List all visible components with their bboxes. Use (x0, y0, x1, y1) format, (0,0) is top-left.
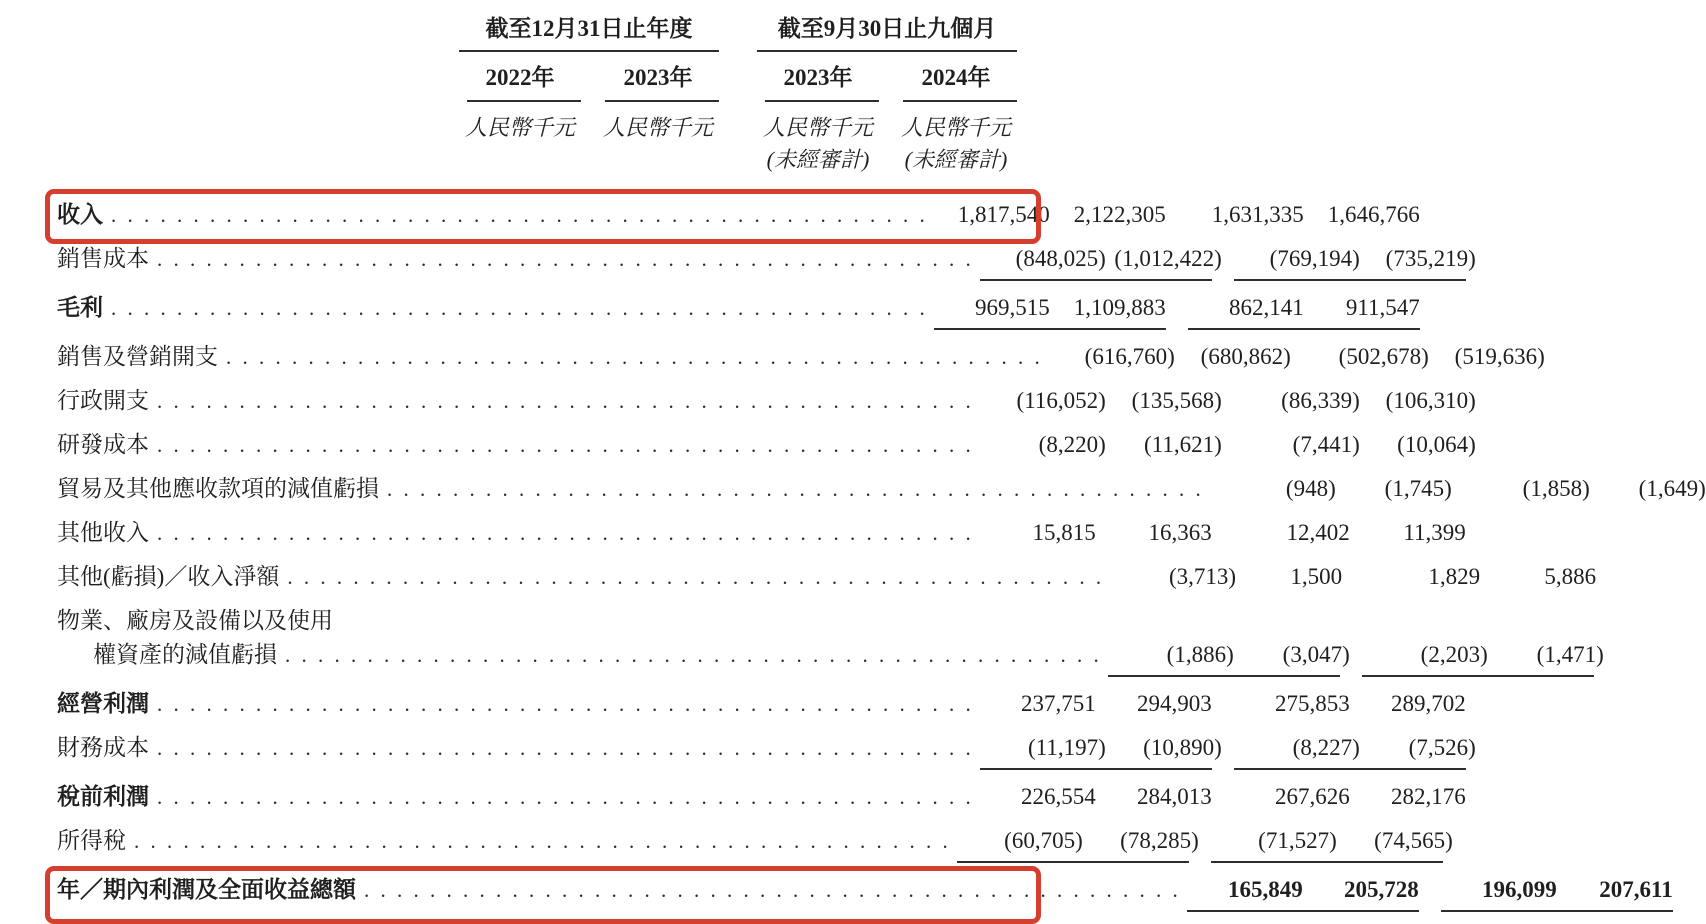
value-cell: (116,052) (1016, 388, 1106, 413)
value-cell: (8,220) (1038, 432, 1106, 457)
row-gross-profit: 毛利 . . . 969,515 1,109,883 862,141 911,547 (57, 293, 1025, 330)
value-cell: (1,886) (1166, 642, 1234, 667)
value-cell: 267,626 (1275, 784, 1350, 809)
value-cell: (1,012,422) (1114, 246, 1222, 271)
value-cell: (502,678) (1338, 344, 1429, 369)
row-selling-marketing-expenses: 銷售及營銷開支 . . . (616,760) (680,862) (502,678) (519,636) (57, 342, 1025, 379)
value-cell: (74,565) (1374, 828, 1453, 853)
value-cell: 294,903 (1137, 691, 1212, 716)
row-revenue: 收入 . . . 1,817,540 2,122,305 1,631,335 1,646,766 (57, 200, 1025, 237)
column-header-2023fy: 2023年 (589, 64, 727, 102)
value-cell: 275,853 (1275, 691, 1350, 716)
value-cell: 969,515 (975, 295, 1050, 320)
value-cell: 1,500 (1290, 564, 1343, 589)
value-cell: 165,849 (1228, 877, 1303, 902)
row-finance-costs: 財務成本 . . . (11,197) (10,890) (8,227) (7,526) (57, 733, 1025, 770)
dot-leader (157, 433, 974, 458)
value-cell: (3,047) (1282, 642, 1350, 667)
column-group-title: 截至9月30日止九個月 (777, 16, 997, 41)
value-cell: 11,399 (1403, 520, 1466, 545)
row-operating-profit: 經營利潤 . . . 237,751 294,903 275,853 289,702 (57, 689, 1025, 726)
dot-leader (387, 477, 1204, 502)
value-cell: 12,402 (1286, 520, 1350, 545)
value-cell: (1,649) (1638, 476, 1706, 501)
value-cell: 2,122,305 (1073, 202, 1166, 227)
column-header-rule (903, 100, 1017, 102)
value-cell: (135,568) (1131, 388, 1222, 413)
value-cell: 1,646,766 (1327, 202, 1420, 227)
value-cell: 15,815 (1032, 520, 1096, 545)
column-header-2024-9m: 2024年 (887, 64, 1025, 102)
value-cell: 862,141 (1229, 295, 1304, 320)
value-cell: 1,829 (1428, 564, 1481, 589)
unaudited-label: (未經審計) (766, 147, 870, 172)
unit-label: 人民幣千元 (602, 115, 713, 140)
value-cell: (735,219) (1385, 246, 1476, 271)
header-spacer (57, 14, 451, 174)
row-cost-of-sales: 銷售成本 . . . (848,025) (1,012,422) (769,194) (735,219) (57, 244, 1025, 281)
table-header (57, 14, 1025, 174)
value-cell: (680,862) (1200, 344, 1291, 369)
column-header-rule (467, 100, 581, 102)
value-cell: (86,339) (1281, 388, 1360, 413)
column-header-2022: 2022年 (451, 64, 589, 102)
value-cell: 237,751 (1021, 691, 1096, 716)
row-ppe-impairment-line1: 物業、廠房及設備以及使用 (57, 608, 333, 633)
dot-leader (157, 785, 974, 810)
value-cell: (8,227) (1292, 735, 1360, 760)
value-cell: 226,554 (1021, 784, 1096, 809)
unit-label: 人民幣千元 (762, 115, 873, 140)
value-cell: 284,013 (1137, 784, 1212, 809)
value-cell: (11,621) (1144, 432, 1222, 457)
value-cell: 5,886 (1544, 564, 1597, 589)
row-other-losses-income-net: 其他(虧損)／收入淨額 . . . (3,713) 1,500 1,829 5,886 (57, 562, 1025, 599)
value-cell: (10,890) (1143, 735, 1222, 760)
dot-leader (157, 389, 974, 414)
table-body (57, 200, 1706, 912)
value-cell: (1,858) (1522, 476, 1590, 501)
value-cell: (7,526) (1408, 735, 1476, 760)
value-cell: 196,099 (1482, 877, 1557, 902)
dot-leader (287, 565, 1104, 590)
value-cell: (848,025) (1015, 246, 1106, 271)
value-cell: 207,611 (1599, 877, 1673, 902)
row-administrative-expenses: 行政開支 . . . (116,052) (135,568) (86,339) (106,310) (57, 386, 1025, 423)
value-cell: (769,194) (1269, 246, 1360, 271)
column-header-rule (605, 100, 719, 102)
value-cell: (2,203) (1420, 642, 1488, 667)
dot-leader (364, 878, 1181, 903)
dot-leader (226, 345, 1043, 370)
revenue-highlight-wrap (57, 200, 1420, 237)
value-cell: (616,760) (1084, 344, 1175, 369)
value-cell: (7,441) (1292, 432, 1360, 457)
column-header-2023-9m: 2023年 (749, 64, 887, 102)
value-cell: (519,636) (1454, 344, 1545, 369)
dot-leader (157, 736, 974, 761)
column-group-nine-months (749, 14, 1025, 174)
column-group-title: 截至12月31日止年度 (485, 16, 693, 41)
value-cell: 289,702 (1391, 691, 1466, 716)
dot-leader (285, 643, 1102, 668)
column-group-rule (757, 50, 1017, 52)
total-profit-highlight-wrap (57, 875, 1673, 912)
column-group-year-ended (451, 14, 727, 174)
value-cell: (60,705) (1004, 828, 1083, 853)
unaudited-label: (未經審計) (904, 147, 1008, 172)
dot-leader (157, 692, 974, 717)
value-cell: 1,631,335 (1211, 202, 1304, 227)
unit-label: 人民幣千元 (464, 115, 575, 140)
dot-leader (134, 829, 951, 854)
row-other-income: 其他收入 . . . 15,815 16,363 12,402 11,399 (57, 518, 1025, 555)
dot-leader (157, 521, 974, 546)
value-cell: (1,745) (1384, 476, 1452, 501)
value-cell: (106,310) (1385, 388, 1476, 413)
row-profit-before-tax: 稅前利潤 . . . 226,554 284,013 267,626 282,176 (57, 782, 1025, 819)
column-header-rule (765, 100, 879, 102)
dot-leader (111, 203, 928, 228)
column-group-rule (459, 50, 719, 52)
dot-leader (157, 247, 974, 272)
value-cell: (3,713) (1169, 564, 1237, 589)
value-cell: 1,109,883 (1073, 295, 1166, 320)
value-cell: (948) (1285, 476, 1336, 501)
value-cell: 282,176 (1391, 784, 1466, 809)
value-cell: (1,471) (1536, 642, 1604, 667)
value-cell: (71,527) (1258, 828, 1337, 853)
row-profit-total-comprehensive-income: 年／期內利潤及全面收益總額 . . . 165,849 205,728 196,099 207,611 (57, 875, 1025, 912)
value-cell: 911,547 (1345, 295, 1420, 320)
value-cell: (78,285) (1120, 828, 1199, 853)
dot-leader (111, 296, 928, 321)
value-cell: 205,728 (1344, 877, 1419, 902)
value-cell: (10,064) (1397, 432, 1476, 457)
unit-label: 人民幣千元 (900, 115, 1011, 140)
value-cell: 16,363 (1148, 520, 1212, 545)
value-cell: 1,817,540 (957, 202, 1050, 227)
row-impairment-receivables: 貿易及其他應收款項的減值虧損 . . . (948) (1,745) (1,858) (1,649) (57, 474, 1025, 511)
value-cell: (11,197) (1028, 735, 1106, 760)
row-rd-costs: 研發成本 . . . (8,220) (11,621) (7,441) (10,064) (57, 430, 1025, 467)
row-ppe-impairment-line2: 權資產的減值虧損 . . . (1,886) (3,047) (2,203) (1,471) (57, 640, 1025, 677)
row-income-tax: 所得稅 . . . (60,705) (78,285) (71,527) (74,565) (57, 826, 1025, 863)
